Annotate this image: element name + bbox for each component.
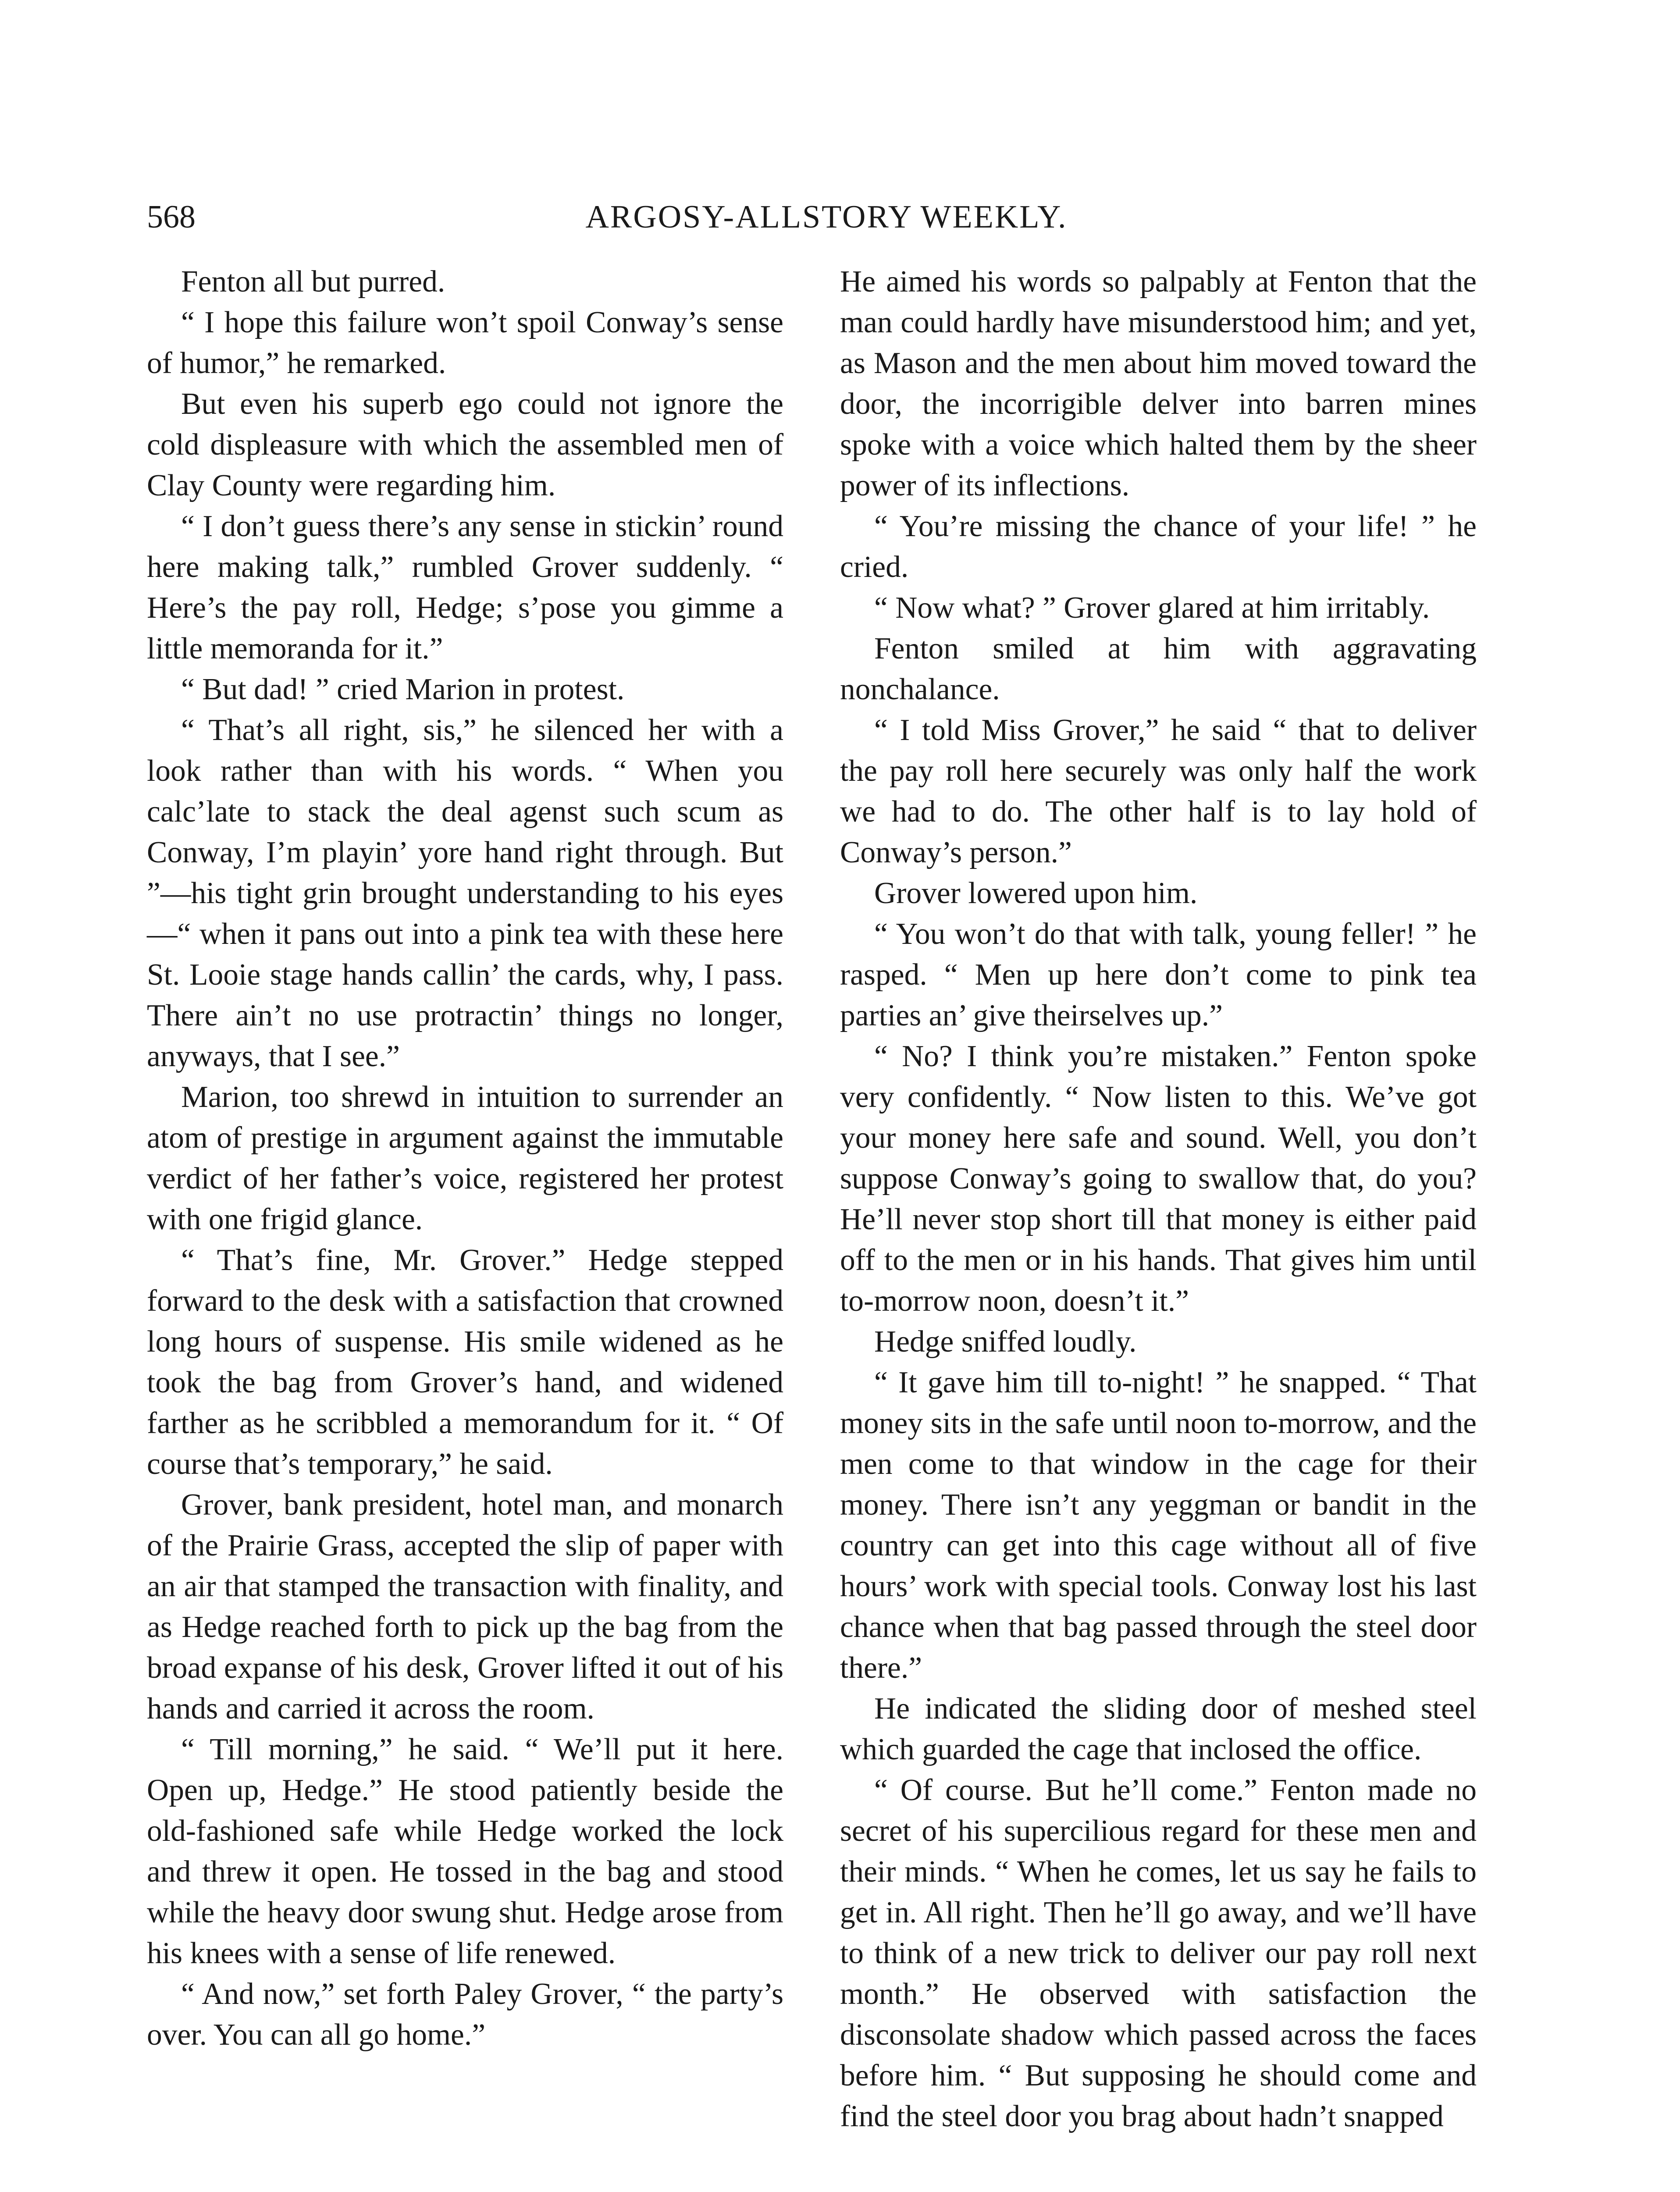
running-title: ARGOSY-ALLSTORY WEEKLY. xyxy=(585,199,1068,235)
paragraph: Hedge sniffed loudly. xyxy=(874,1325,1137,1359)
paragraph: “ That’s all right, sis,” he silenced her with a look rather than with his words. “ When you calc’late to stack the deal agenst such scum as Conway, I’m playin’ yore hand right through. But ”—his tight grin brought understanding to his eyes—“ when it pans out into a pink tea with these here St. Looie stage hands callin’ the cards, why, I pass. There ain’t no use protractin’ things no longer, anyways, that I see.” xyxy=(147,713,783,1073)
paragraph: “ No? I think you’re mistaken.” Fenton spoke very confidently. “ Now listen to this. We’ve got your money here safe and sound. Well, you don’t suppose Conway’s going to swallow that, do you? He’ll never stop short till that money is either paid off to the men or in his hands. That gives him until to-morrow noon, doesn’t it.” xyxy=(840,1039,1477,1318)
paragraph: “ And now,” set forth Paley Grover, “ the party’s over. You can all go home.” xyxy=(147,1977,783,2052)
paragraph: “ Till morning,” he said. “ We’ll put it here. Open up, Hedge.” He stood patiently beside the old-fashioned safe while Hedge worked the lock and threw it open. He tossed in the bag and stood while the heavy door swung shut. Hedge arose from his knees with a sense of life renewed. xyxy=(147,1733,783,1970)
paragraph: “ I told Miss Grover,” he said “ that to deliver the pay roll here securely was only half the work we had to do. The other half is to lay hold of Conway’s person.” xyxy=(840,713,1477,869)
paragraph: But even his superb ego could not ignore the cold displeasure with which the assembled men of Clay County were regarding him. xyxy=(147,387,783,502)
paragraph: “ Now what? ” Grover glared at him irritably. xyxy=(874,591,1430,625)
paragraph: “ I hope this failure won’t spoil Conway’s sense of humor,” he remarked. xyxy=(147,306,783,380)
paragraph: Fenton smiled at him with aggravating nonchalance. xyxy=(840,632,1477,706)
paragraph: “ But dad! ” cried Marion in protest. xyxy=(181,673,625,706)
paragraph: “ You’re missing the chance of your life! ” he cried. xyxy=(840,509,1477,584)
continued-paragraph: He aimed his words so palpably at Fenton that the man could hardly have misunderstood him; and yet, as Mason and the men about him moved toward the door, the incorrigible delver into barren mines spoke with a voice which halted them by the sheer power of its inflections. xyxy=(840,265,1477,502)
paragraph: “ That’s fine, Mr. Grover.” Hedge stepped forward to the desk with a satisfaction that crowned long hours of suspense. His smile widened as he took the bag from Grover’s hand, and widened farther as he scribbled a memorandum for it. “ Of course that’s temporary,” he said. xyxy=(147,1243,783,1481)
paragraph: “ It gave him till to-night! ” he snapped. “ That money sits in the safe until noon to-morrow, and the men come to that window in the cage for their money. There isn’t any yeggman or bandit in the country can get into this cage without all of five hours’ work with special tools. Conway lost his last chance when that bag passed through the steel door there.” xyxy=(840,1366,1477,1685)
paragraph: Fenton all but purred. xyxy=(181,265,445,299)
paragraph: “ You won’t do that with talk, young feller! ” he rasped. “ Men up here don’t come to pink tea parties an’ give theirselves up.” xyxy=(840,917,1477,1032)
paragraph: “ I don’t guess there’s any sense in stickin’ round here making talk,” rumbled Grover suddenly. “ Here’s the pay roll, Hedge; s’pose you gimme a little memoranda for it.” xyxy=(147,509,783,665)
paragraph: Grover, bank president, hotel man, and monarch of the Prairie Grass, accepted the slip of paper with an air that stamped the transaction with finality, and as Hedge reached forth to pick up the bag from the broad expanse of his desk, Grover lifted it out of his hands and carried it across the room. xyxy=(147,1488,783,1726)
page-number: 568 xyxy=(147,199,196,235)
page-header xyxy=(147,193,1506,246)
paragraph: “ Of course. But he’ll come.” Fenton made no secret of his supercilious regard for these men and their minds. “ When he comes, let us say he fails to get in. All right. Then he’ll go away, and we’ll have to think of a new trick to deliver our pay roll next month.” He observed with satisfaction the disconsolate shadow which passed across the faces before him. “ But supposing he should come and find the steel door you brag about hadn’t snapped xyxy=(840,1773,1477,2133)
paragraph: Marion, too shrewd in intuition to surrender an atom of prestige in argument against the immutable verdict of her father’s voice, registered her protest with one frigid glance. xyxy=(147,1080,783,1236)
paragraph: Grover lowered upon him. xyxy=(874,876,1198,910)
left-column xyxy=(147,261,783,2055)
right-column xyxy=(840,261,1477,2137)
paragraph: He indicated the sliding door of meshed steel which guarded the cage that inclosed the office. xyxy=(840,1692,1477,1766)
